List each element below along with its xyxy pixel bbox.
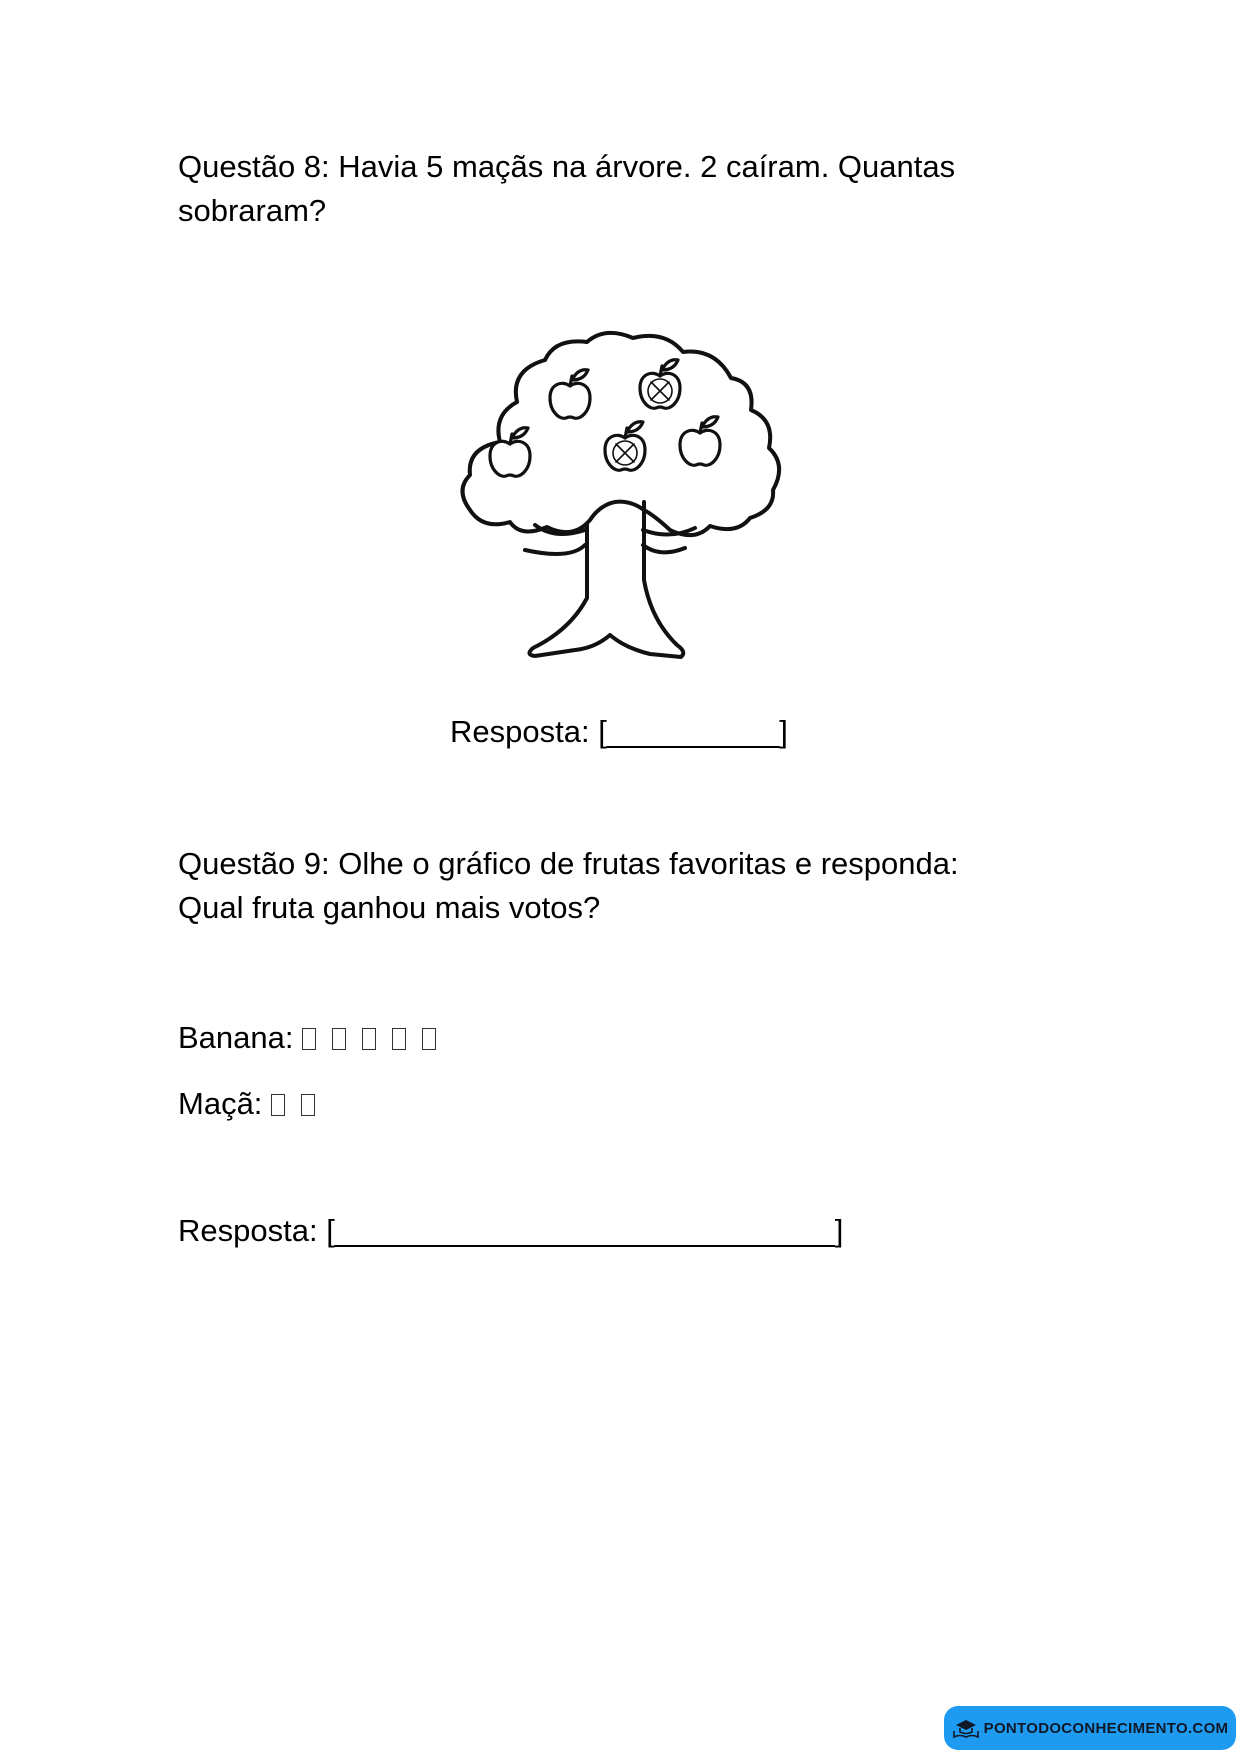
crossed-apple-icon: [605, 422, 645, 471]
apple-vote-mark: [271, 1094, 285, 1116]
apple-tree-illustration: [455, 330, 790, 660]
apple-vote-mark: [301, 1094, 315, 1116]
question-9-line-1: Questão 9: Olhe o gráfico de frutas favoritas e responda:: [178, 846, 959, 881]
question-8-answer: [450, 710, 788, 754]
question-9-answer-close: ]: [834, 1213, 844, 1248]
apple-vote-marks: [271, 1086, 331, 1121]
question-9-line-2: Qual fruta ganhou mais votos?: [178, 890, 601, 925]
banana-vote-mark: [422, 1028, 436, 1050]
apple-icon: [550, 370, 590, 419]
banana-vote-marks: [302, 1020, 452, 1055]
question-8-answer-close: ]: [779, 714, 788, 749]
book-graduation-icon: [952, 1717, 980, 1739]
question-9-text: [178, 842, 959, 930]
apple-icon: [680, 417, 720, 466]
banana-vote-mark: [362, 1028, 376, 1050]
banana-votes-row: [178, 1016, 452, 1060]
question-8-answer-label: Resposta: [: [450, 714, 607, 749]
question-8-text: [178, 145, 955, 233]
banana-vote-mark: [392, 1028, 406, 1050]
site-name: PONTODOCONHECIMENTO.COM: [983, 1719, 1229, 1737]
site-badge[interactable]: [944, 1706, 1236, 1750]
banana-label: Banana:: [178, 1020, 294, 1055]
question-8-answer-blank[interactable]: __________: [606, 714, 780, 749]
banana-vote-mark: [332, 1028, 346, 1050]
apple-icon: [490, 428, 530, 477]
crossed-apple-icon: [640, 360, 680, 409]
banana-vote-mark: [302, 1028, 316, 1050]
question-8-line-2: sobraram?: [178, 193, 327, 228]
question-9-answer-blank[interactable]: _____________________________: [334, 1213, 835, 1248]
question-9-answer: [178, 1209, 843, 1253]
apple-votes-row: [178, 1082, 331, 1126]
apple-label: Maçã:: [178, 1086, 263, 1121]
question-9-answer-label: Resposta: [: [178, 1213, 335, 1248]
question-8-line-1: Questão 8: Havia 5 maçãs na árvore. 2 caíram. Quantas: [178, 149, 956, 184]
